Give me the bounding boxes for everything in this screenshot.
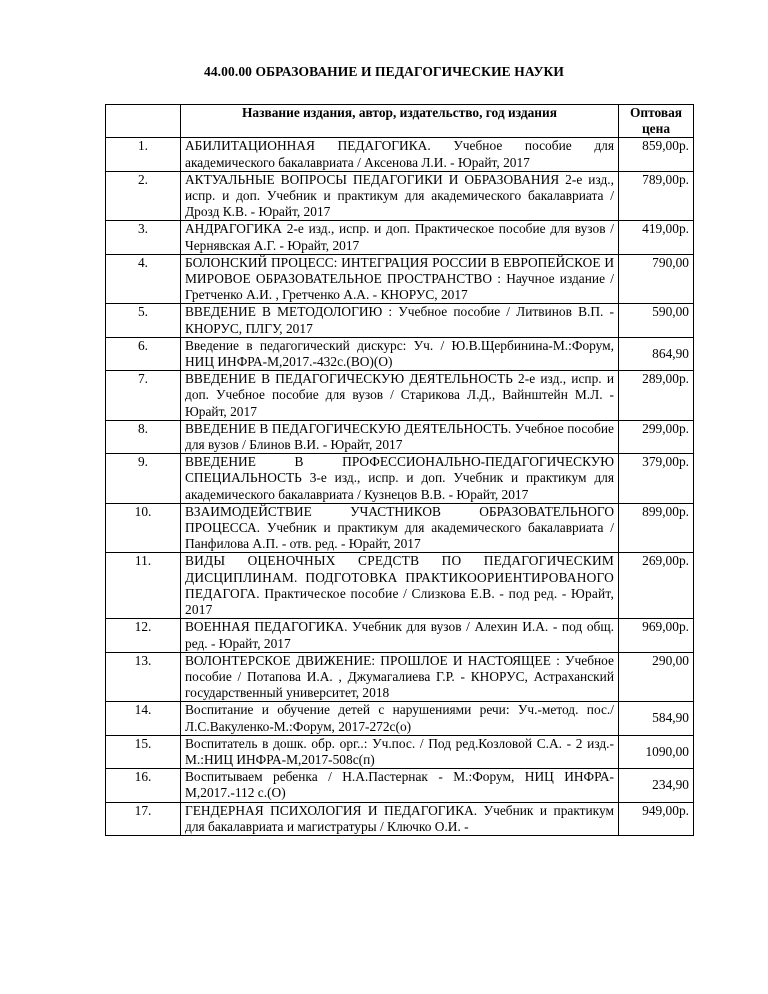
table-row [106, 802, 694, 835]
row-price: 269,00р. [619, 553, 694, 619]
row-price: 234,90 [619, 769, 694, 802]
table-header-row [106, 105, 694, 138]
header-price: Оптовая цена [619, 105, 694, 138]
table-row [106, 171, 694, 221]
table-row [106, 420, 694, 453]
row-price: 969,00р. [619, 619, 694, 652]
row-title: ВЗАИМОДЕЙСТВИЕ УЧАСТНИКОВ ОБРАЗОВАТЕЛЬНОГО ПРОЦЕССА. Учебник и практикум для академического бакалавриата / Панфилова А.П. - отв. ред. - Юрайт, 2017 [181, 503, 619, 553]
row-price: 899,00р. [619, 503, 694, 553]
table-row [106, 553, 694, 619]
row-price: 419,00р. [619, 221, 694, 254]
table-row [106, 769, 694, 802]
row-price: 1090,00 [619, 735, 694, 768]
table-row [106, 619, 694, 652]
row-title: ВВЕДЕНИЕ В ПРОФЕССИОНАЛЬНО-ПЕДАГОГИЧЕСКУЮ СПЕЦИАЛЬНОСТЬ 3-е изд., испр. и доп. Учебник и практикум для академического бакалавриата / Кузнецов В.В. - Юрайт, 2017 [181, 454, 619, 504]
row-number: 13. [106, 652, 181, 702]
row-title: Воспитываем ребенка / Н.А.Пастернак - М.:Форум, НИЦ ИНФРА-М,2017.-112 с.(О) [181, 769, 619, 802]
row-number: 17. [106, 802, 181, 835]
row-title: ВВЕДЕНИЕ В МЕТОДОЛОГИЮ : Учебное пособие / Литвинов В.П. - КНОРУС, ПЛГУ, 2017 [181, 304, 619, 337]
header-title: Название издания, автор, издательство, год издания [181, 105, 619, 138]
row-title: ВВЕДЕНИЕ В ПЕДАГОГИЧЕСКУЮ ДЕЯТЕЛЬНОСТЬ. Учебное пособие для вузов / Блинов В.И. - Юрайт, 2017 [181, 420, 619, 453]
table-row [106, 304, 694, 337]
row-title: ГЕНДЕРНАЯ ПСИХОЛОГИЯ И ПЕДАГОГИКА. Учебник и практикум для бакалавриата и магистратуры / Ключко О.И. - [181, 802, 619, 835]
row-number: 4. [106, 254, 181, 304]
row-number: 5. [106, 304, 181, 337]
row-number: 15. [106, 735, 181, 768]
row-title: ВВЕДЕНИЕ В ПЕДАГОГИЧЕСКУЮ ДЕЯТЕЛЬНОСТЬ 2-е изд., испр. и доп. Учебное пособие для вузов / Старикова Л.Д., Вайнштейн М.Л. - Юрайт, 2017 [181, 371, 619, 421]
row-title: АНДРАГОГИКА 2-е изд., испр. и доп. Практическое пособие для вузов / Чернявская А.Г. - Юрайт, 2017 [181, 221, 619, 254]
row-price: 859,00р. [619, 138, 694, 171]
table-row [106, 371, 694, 421]
row-number: 1. [106, 138, 181, 171]
row-title: ВИДЫ ОЦЕНОЧНЫХ СРЕДСТВ ПО ПЕДАГОГИЧЕСКИМ ДИСЦИПЛИНАМ. ПОДГОТОВКА ПРАКТИКООРИЕНТИРОВАНОГО ПЕДАГОГА. Практическое пособие / Слизкова Е.В. - под ред. - Юрайт, 2017 [181, 553, 619, 619]
header-num [106, 105, 181, 138]
row-number: 6. [106, 337, 181, 370]
row-price: 299,00р. [619, 420, 694, 453]
row-number: 9. [106, 454, 181, 504]
row-number: 7. [106, 371, 181, 421]
row-number: 8. [106, 420, 181, 453]
row-title: Воспитание и обучение детей с нарушениями речи: Уч.-метод. пос./Л.С.Вакуленко-М.:Форум, 2017-272с(о) [181, 702, 619, 735]
row-number: 14. [106, 702, 181, 735]
row-title: АКТУАЛЬНЫЕ ВОПРОСЫ ПЕДАГОГИКИ И ОБРАЗОВАНИЯ 2-е изд., испр. и доп. Учебник и практикум для академического бакалавриата / Дрозд К.В. - Юрайт, 2017 [181, 171, 619, 221]
row-price: 590,00 [619, 304, 694, 337]
table-row [106, 254, 694, 304]
table-row [106, 735, 694, 768]
table-row [106, 652, 694, 702]
table-row [106, 503, 694, 553]
row-price: 290,00 [619, 652, 694, 702]
row-number: 11. [106, 553, 181, 619]
row-price: 379,00р. [619, 454, 694, 504]
table-row [106, 221, 694, 254]
catalog-table [105, 104, 694, 836]
row-title: БОЛОНСКИЙ ПРОЦЕСС: ИНТЕГРАЦИЯ РОССИИ В ЕВРОПЕЙСКОЕ И МИРОВОЕ ОБРАЗОВАТЕЛЬНОЕ ПРОСТРАНСТВО : Научное издание / Гретченко А.И. , Гретченко А.А. - КНОРУС, 2017 [181, 254, 619, 304]
table-row [106, 702, 694, 735]
row-number: 3. [106, 221, 181, 254]
row-title: АБИЛИТАЦИОННАЯ ПЕДАГОГИКА. Учебное пособие для академического бакалавриата / Аксенова Л.И. - Юрайт, 2017 [181, 138, 619, 171]
row-number: 16. [106, 769, 181, 802]
row-title: ВОЛОНТЕРСКОЕ ДВИЖЕНИЕ: ПРОШЛОЕ И НАСТОЯЩЕЕ : Учебное пособие / Потапова И.А. , Джумагалиева Г.Р. - КНОРУС, Астраханский государственный университет, 2018 [181, 652, 619, 702]
row-price: 864,90 [619, 337, 694, 370]
table-row [106, 337, 694, 370]
row-title: Воспитатель в дошк. обр. орг..: Уч.пос. / Под ред.Козловой С.А. - 2 изд.-М.:НИЦ ИНФРА-М,2017-508с(п) [181, 735, 619, 768]
row-number: 2. [106, 171, 181, 221]
row-price: 789,00р. [619, 171, 694, 221]
table-row [106, 138, 694, 171]
row-title: Введение в педагогический дискурс: Уч. / Ю.В.Щербинина-М.:Форум, НИЦ ИНФРА-М,2017.-432с.(ВО)(О) [181, 337, 619, 370]
row-price: 790,00 [619, 254, 694, 304]
row-price: 949,00р. [619, 802, 694, 835]
row-number: 12. [106, 619, 181, 652]
row-price: 584,90 [619, 702, 694, 735]
row-price: 289,00р. [619, 371, 694, 421]
page-title: 44.00.00 ОБРАЗОВАНИЕ И ПЕДАГОГИЧЕСКИЕ НАУКИ [203, 64, 565, 79]
row-title: ВОЕННАЯ ПЕДАГОГИКА. Учебник для вузов / Алехин И.А. - под общ. ред. - Юрайт, 2017 [181, 619, 619, 652]
table-row [106, 454, 694, 504]
row-number: 10. [106, 503, 181, 553]
